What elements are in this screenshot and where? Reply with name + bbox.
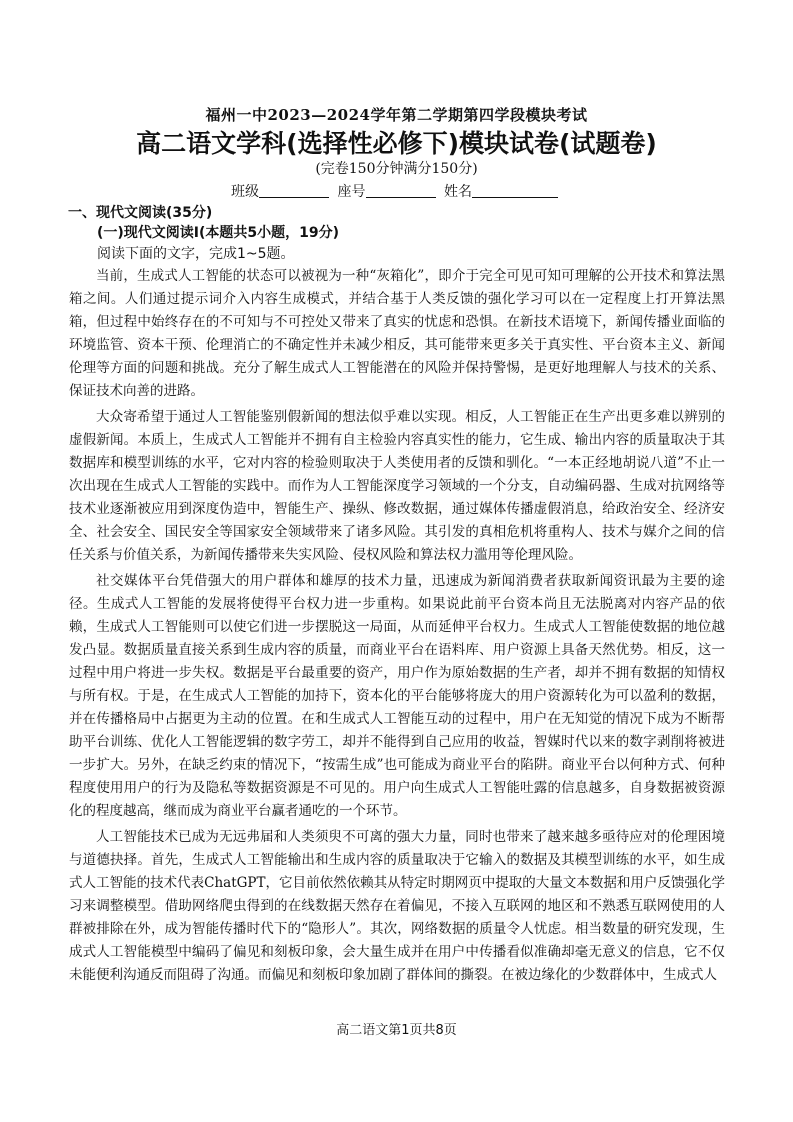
student-info xyxy=(0,181,793,201)
name-label: 姓名 xyxy=(443,184,472,200)
paragraph-3: 社交媒体平台凭借强大的用户群体和雄厚的技术力量，迅速成为新闻消费者获取新闻资讯最为主要的途径。生成式人工智能的发展将使得平台权力进一步重构。如果说此前平台资本尚且无法脱离对内容产品的依赖，生成式人工智能则可以使它们进一步摆脱这一局面，从而延伸平台权力。生成式人工智能使数据的地位越发凸显。数据质量直接关系到生成内容的质量，而商业平台在语料库、用户资源上具备天然优势。相反，这一过程中用户将进一步失权。数据是平台最重要的资产，用户作为原始数据的生产者，却并不拥有数据的知情权与所有权。于是，在生成式人工智能的加持下，资本化的平台能够将庞大的用户资源转化为可以盈利的数据，并在传播格局中占据更为主动的位置。在和生成式人工智能互动的过程中，用户在无知觉的情况下成为不断帮助平台训练、优化人工智能逻辑的数字劳工，却并不能得到自己应用的收益，智媒时代以来的数字剥削将被进一步扩大。另外，在缺乏约束的情况下，“按需生成”也可能成为商业平台的陷阱。商业平台以何种方式、何种程度使用用户的行为及隐私等数据资源是不可见的。用户向生成式人工智能吐露的信息越多，自身数据被资源化的程度越高，继而成为商业平台赢者通吃的一个环节。 xyxy=(69,573,725,819)
exam-line: 福州一中2023—2024学年第二学期第四学段模块考试 xyxy=(205,106,588,124)
class-blank[interactable] xyxy=(259,183,329,198)
page-footer: 高二语文第1页共8页 xyxy=(336,1023,457,1038)
reading-passage xyxy=(69,265,725,990)
class-label: 班级 xyxy=(231,184,260,200)
subsection-title: (一)现代文阅读I(本题共5小题，19分) xyxy=(97,225,340,241)
name-blank[interactable] xyxy=(472,183,558,198)
page-title: 高二语文学科(选择性必修下)模块试卷(试题卷) xyxy=(136,129,657,158)
paragraph-4: 人工智能技术已成为无远弗届和人类须臾不可离的强大力量，同时也带来了越来越多亟待应对的伦理困境与道德抉择。首先，生成式人工智能输出和生成内容的质量取决于它输入的数据及其模型训练的水平，如生成式人工智能的技术代表ChatGPT，它目前依然依赖其从特定时期网页中提取的大量文本数据和用户反馈强化学习来调整模型。借助网络爬虫得到的在线数据天然存在着偏见，不接入互联网的地区和不熟悉互联网使用的人群被排除在外，成为智能传播时代下的“隐形人”。其次，网络数据的质量令人忧虑。相当数量的研究发现，生成式人工智能模型中编码了偏见和刻板印象，会大量生成并在用户中传播看似准确却毫无意义的信息，它不仅未能便利沟通反而阻碍了沟通。而偏见和刻板印象加剧了群体间的撕裂。在被边缘化的少数群体中，生成式人 xyxy=(69,829,725,983)
paragraph-1: 当前，生成式人工智能的状态可以被视为一种“灰箱化”，即介于完全可见可知可理解的公开技术和算法黑箱之间。人们通过提示词介入内容生成模式，并结合基于人类反馈的强化学习可以在一定程度上打开算法黑箱，但过程中始终存在的不可知与不可控处又带来了真实的忧虑和恐惧。在新技术语境下，新闻传播业面临的环境监管、资本干预、伦理消亡的不确定性并未减少相反，其可能带来更多关于真实性、平台资本主义、新闻伦理等方面的问题和挑战。充分了解生成式人工智能潜在的风险并保持警惕，是更好地理解人与技术的关系、保证技术向善的进路。 xyxy=(69,268,725,399)
paragraph-2: 大众寄希望于通过人工智能鉴别假新闻的想法似乎难以实现。相反，人工智能正在生产出更多难以辨别的虚假新闻。本质上，生成式人工智能并不拥有自主检验内容真实性的能力，它生成、输出内容的质量取决于其数据库和模型训练的水平，它对内容的检验则取决于人类使用者的反馈和驯化。“一本正经地胡说八道”不止一次出现在生成式人工智能的实践中。而作为人工智能深度学习领域的一个分支，自动编码器、生成对抗网络等技术业逐渐被应用到深度伪造中，智能生产、操纵、修改数据，通过媒体传播虚假消息，给政治安全、经济安全、社会安全、国民安全等国家安全领域带来了诸多风险。其引发的真相危机将重构人、技术与媒介之间的信任关系与价值关系，为新闻传播带来失实风险、侵权风险和算法权力滥用等伦理风险。 xyxy=(69,409,725,563)
instruction: 阅读下面的文字，完成1~5题。 xyxy=(97,246,295,262)
section-title: 一、现代文阅读(35分) xyxy=(68,205,213,221)
seat-label: 座号 xyxy=(337,184,366,200)
seat-blank[interactable] xyxy=(366,183,436,198)
page-subtitle: (完卷150分钟满分150分) xyxy=(315,161,478,177)
